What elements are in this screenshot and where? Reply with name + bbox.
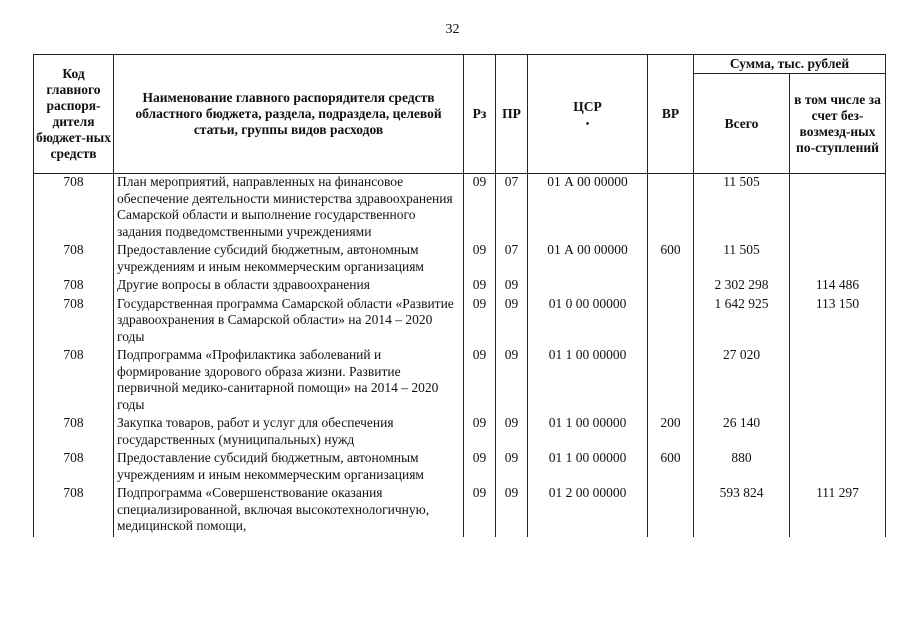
row-pr: 09 — [496, 450, 528, 485]
row-name: Закупка товаров, работ и услуг для обеспечения государственных (муниципальных) нужд — [114, 415, 464, 450]
row-free-amount: 113 150 — [790, 296, 886, 348]
header-name: Наименование главного распорядителя средств областного бюджета, раздела, подраздела, целевой статьи, группы видов расходов — [114, 55, 464, 174]
row-rz: 09 — [464, 174, 496, 243]
row-pr: 07 — [496, 242, 528, 277]
row-free-amount: 111 297 — [790, 485, 886, 537]
row-pr: 09 — [496, 485, 528, 537]
row-free-amount — [790, 347, 886, 415]
row-total: 2 302 298 — [694, 277, 790, 296]
row-csr: 01 А 00 00000 — [528, 174, 648, 243]
row-csr: 01 1 00 00000 — [528, 347, 648, 415]
row-vr — [648, 485, 694, 537]
row-pr: 07 — [496, 174, 528, 243]
header-code: Код главного распоря-дителя бюджет-ных средств — [34, 55, 114, 174]
row-name: Предоставление субсидий бюджетным, автономным учреждениям и иным некоммерческим организациям — [114, 242, 464, 277]
row-rz: 09 — [464, 277, 496, 296]
row-rz: 09 — [464, 485, 496, 537]
table-row — [34, 485, 886, 537]
row-csr: 01 1 00 00000 — [528, 415, 648, 450]
row-vr: 600 — [648, 242, 694, 277]
header-rz: Рз — [464, 55, 496, 174]
row-total: 11 505 — [694, 174, 790, 243]
row-rz: 09 — [464, 296, 496, 348]
table-row — [34, 347, 886, 415]
row-code: 708 — [34, 296, 114, 348]
row-total: 11 505 — [694, 242, 790, 277]
header-csr-label: ЦСР — [573, 99, 602, 114]
row-free-amount — [790, 415, 886, 450]
row-total: 1 642 925 — [694, 296, 790, 348]
header-sum: Сумма, тыс. рублей — [694, 55, 886, 74]
row-name: Другие вопросы в области здравоохранения — [114, 277, 464, 296]
budget-table — [33, 54, 886, 537]
row-name: Подпрограмма «Совершенствование оказания специализированной, включая высокотехнологичную, медицинской помощи, — [114, 485, 464, 537]
table-row — [34, 242, 886, 277]
row-rz: 09 — [464, 450, 496, 485]
row-total: 26 140 — [694, 415, 790, 450]
row-code: 708 — [34, 415, 114, 450]
scan-dot-mark: • — [585, 119, 590, 130]
row-code: 708 — [34, 277, 114, 296]
row-pr: 09 — [496, 347, 528, 415]
row-name: План мероприятий, направленных на финансовое обеспечение деятельности министерства здравоохранения Самарской области и выполнение государственного задания подведомственными учреждениями — [114, 174, 464, 243]
row-code: 708 — [34, 485, 114, 537]
row-vr — [648, 277, 694, 296]
row-name: Предоставление субсидий бюджетным, автономным учреждениям и иным некоммерческим организациям — [114, 450, 464, 485]
table-row — [34, 450, 886, 485]
row-csr: 01 0 00 00000 — [528, 296, 648, 348]
table-row — [34, 174, 886, 243]
row-rz: 09 — [464, 242, 496, 277]
row-vr — [648, 347, 694, 415]
row-free-amount — [790, 242, 886, 277]
row-total: 27 020 — [694, 347, 790, 415]
page-number: 32 — [445, 22, 460, 37]
header-total: Всего — [694, 74, 790, 174]
row-vr — [648, 296, 694, 348]
row-free-amount — [790, 174, 886, 243]
row-pr: 09 — [496, 415, 528, 450]
header-free: в том числе за счет без-возмезд-ных по-ступлений — [790, 74, 886, 174]
row-name: Государственная программа Самарской области «Развитие здравоохранения в Самарской области» на 2014 – 2020 годы — [114, 296, 464, 348]
row-free-amount: 114 486 — [790, 277, 886, 296]
table-row — [34, 296, 886, 348]
row-name: Подпрограмма «Профилактика заболеваний и формирование здорового образа жизни. Развитие первичной медико-санитарной помощи» на 2014 – 2020 годы — [114, 347, 464, 415]
row-csr: 01 1 00 00000 — [528, 450, 648, 485]
header-pr: ПР — [496, 55, 528, 174]
header-vr: ВР — [648, 55, 694, 174]
row-rz: 09 — [464, 347, 496, 415]
row-csr: 01 А 00 00000 — [528, 242, 648, 277]
row-code: 708 — [34, 450, 114, 485]
row-total: 880 — [694, 450, 790, 485]
table-row — [34, 277, 886, 296]
row-code: 708 — [34, 347, 114, 415]
row-rz: 09 — [464, 415, 496, 450]
row-code: 708 — [34, 174, 114, 243]
row-total: 593 824 — [694, 485, 790, 537]
table-body — [34, 174, 886, 537]
row-csr — [528, 277, 648, 296]
row-csr: 01 2 00 00000 — [528, 485, 648, 537]
row-vr: 200 — [648, 415, 694, 450]
row-vr: 600 — [648, 450, 694, 485]
row-vr — [648, 174, 694, 243]
row-code: 708 — [34, 242, 114, 277]
row-free-amount — [790, 450, 886, 485]
table-row — [34, 415, 886, 450]
row-pr: 09 — [496, 296, 528, 348]
header-csr — [528, 55, 648, 174]
row-pr: 09 — [496, 277, 528, 296]
